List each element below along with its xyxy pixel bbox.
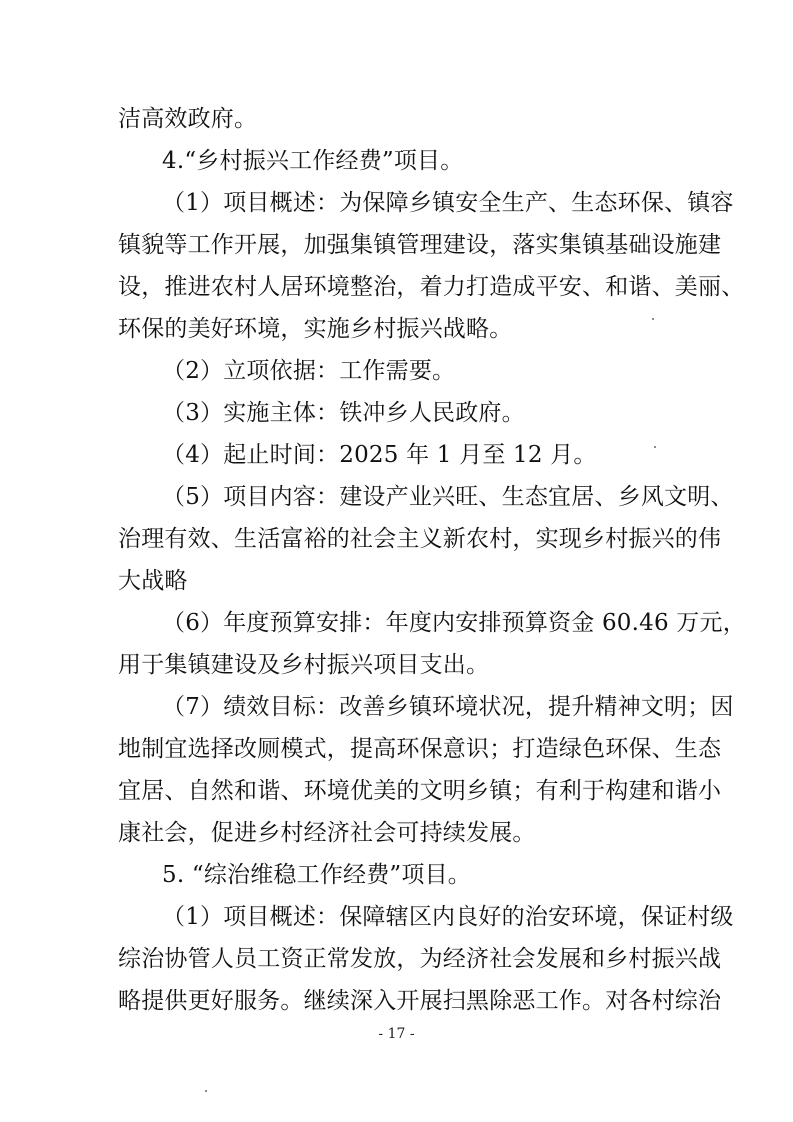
paragraph-line-6: 环保的美好环境，实施乡村振兴战略。 [118, 316, 513, 342]
paragraph-line-20: （1）项目概述：保障辖区内良好的治安环境，保证村级 [162, 904, 734, 930]
scan-speck [205, 1090, 207, 1092]
paragraph-line-21: 综治协管人员工资正常发放，为经济社会发展和乡村振兴战 [118, 946, 722, 972]
paragraph-line-7: （2）立项依据：工作需要。 [162, 358, 456, 384]
paragraph-line-18: 康社会，促进乡村经济社会可持续发展。 [118, 820, 536, 846]
paragraph-line-17: 宜居、自然和谐、环境优美的文明乡镇；有利于构建和谐小 [118, 778, 722, 804]
paragraph-line-3: （1）项目概述：为保障乡镇安全生产、生态环保、镇容 [162, 190, 734, 216]
scan-speck [652, 318, 654, 320]
paragraph-line-5: 设，推进农村人居环境整治，着力打造成平安、和谐、美丽、 [118, 274, 745, 300]
paragraph-line-15: （7）绩效目标：改善乡镇环境状况，提升精神文明；因 [162, 694, 734, 720]
paragraph-line-11: 治理有效、生活富裕的社会主义新农村，实现乡村振兴的伟 [118, 526, 722, 552]
section-heading-5: 5. “综治维稳工作经费”项目。 [162, 862, 471, 888]
paragraph-line-22: 略提供更好服务。继续深入开展扫黑除恶工作。对各村综治 [118, 988, 722, 1014]
paragraph-line-1: 洁高效政府。 [118, 106, 258, 132]
page-number: - 17 - [378, 1026, 415, 1042]
paragraph-line-16: 地制宜选择改厕模式，提高环保意识；打造绿色环保、生态 [118, 736, 722, 762]
paragraph-line-4: 镇貌等工作开展，加强集镇管理建设，落实集镇基础设施建 [118, 232, 722, 258]
paragraph-line-9: （4）起止时间：2025 年 1 月至 12 月。 [162, 442, 597, 468]
paragraph-line-14: 用于集镇建设及乡村振兴项目支出。 [118, 652, 490, 678]
paragraph-line-13: （6）年度预算安排：年度内安排预算资金 60.46 万元， [162, 610, 746, 636]
section-heading-4: 4.“乡村振兴工作经费”项目。 [162, 148, 464, 174]
paragraph-line-12: 大战略 [118, 568, 188, 594]
paragraph-line-10: （5）项目内容：建设产业兴旺、生态宜居、乡风文明、 [162, 484, 734, 510]
paragraph-line-8: （3）实施主体：铁冲乡人民政府。 [162, 400, 525, 426]
scan-speck [654, 446, 656, 448]
